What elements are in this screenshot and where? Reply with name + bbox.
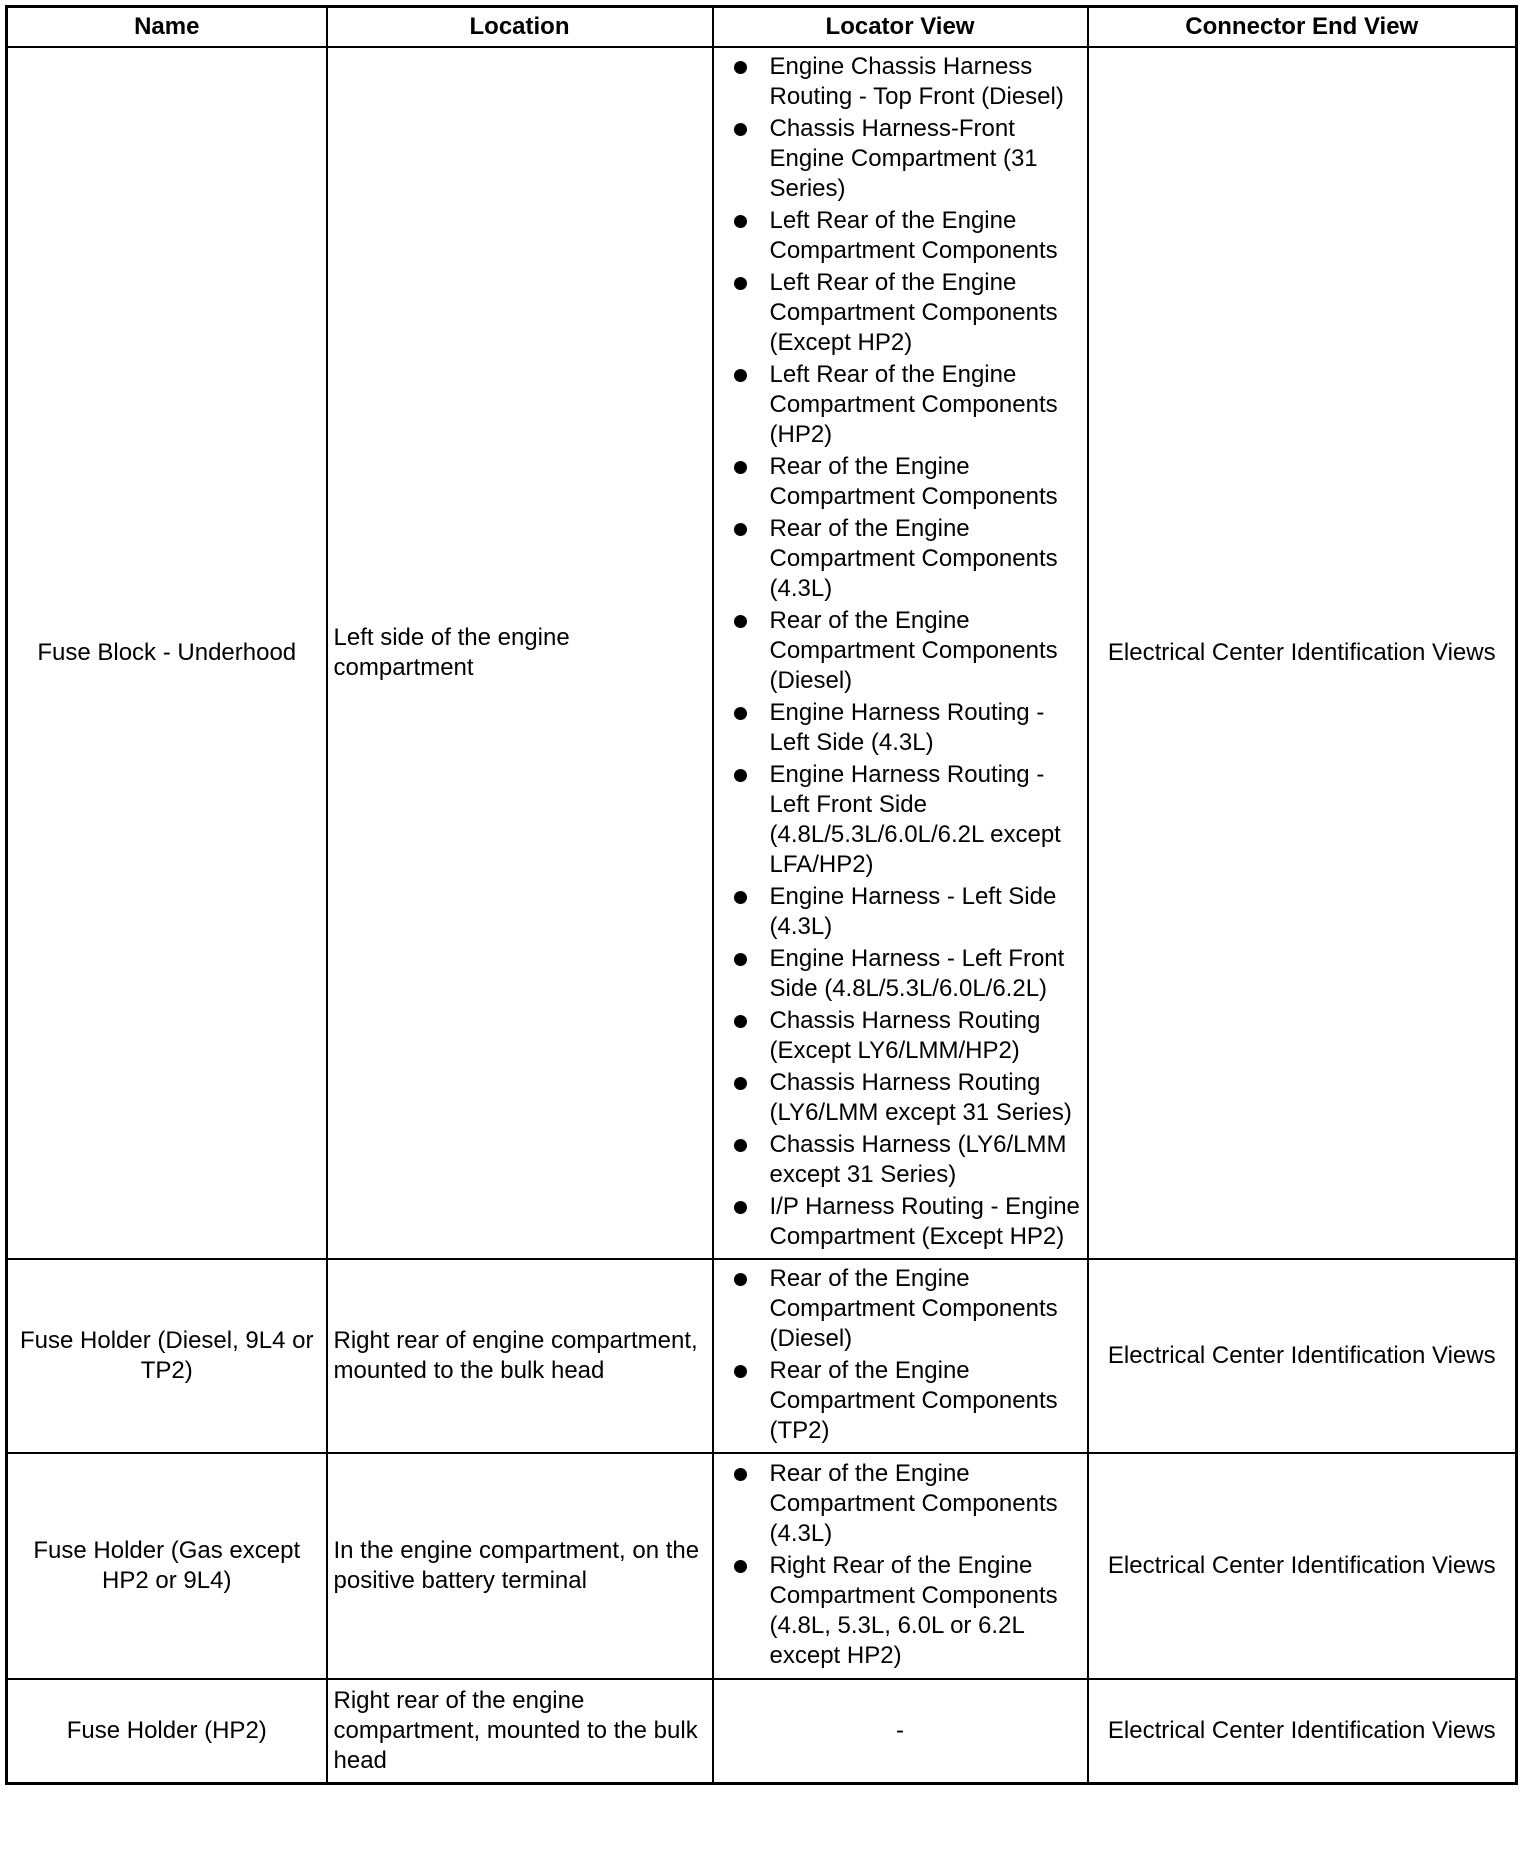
bullet-icon [734,461,747,474]
locator-view-link[interactable]: Chassis Harness Routing (Except LY6/LMM/HP2) [770,1006,1081,1066]
header-connector-end-view: Connector End View [1088,7,1517,48]
cell-connector-end-view[interactable]: Electrical Center Identification Views [1088,1679,1517,1783]
cell-locator-views [713,1453,1088,1679]
locator-view-list [720,1459,1081,1671]
cell-name: Fuse Holder (HP2) [7,1679,327,1783]
locator-view-link[interactable]: Engine Harness Routing - Left Front Side (4.8L/5.3L/6.0L/6.2L except LFA/HP2) [770,760,1081,880]
bullet-icon [734,707,747,720]
cell-location: In the engine compartment, on the positive battery terminal [327,1453,713,1679]
header-name: Name [7,7,327,48]
table-row [7,1679,1517,1783]
bullet-icon [734,215,747,228]
cell-location: Left side of the engine compartment [327,47,713,1259]
locator-view-link[interactable]: Rear of the Engine Compartment Components [770,452,1081,512]
table-row [7,1259,1517,1453]
component-locator-table [5,5,1518,1785]
cell-name: Fuse Holder (Diesel, 9L4 or TP2) [7,1259,327,1453]
bullet-icon [734,1077,747,1090]
bullet-icon [734,277,747,290]
fuse-table-container [5,5,1518,1785]
locator-view-link[interactable]: Rear of the Engine Compartment Components (4.3L) [770,1459,1081,1549]
locator-view-link[interactable]: Left Rear of the Engine Compartment Components (HP2) [770,360,1081,450]
bullet-icon [734,615,747,628]
header-row [7,7,1517,48]
bullet-icon [734,123,747,136]
cell-locator-views [713,1259,1088,1453]
locator-view-link[interactable]: Engine Harness - Left Side (4.3L) [770,882,1081,942]
bullet-icon [734,523,747,536]
bullet-icon [734,1468,747,1481]
locator-view-link[interactable]: Right Rear of the Engine Compartment Components (4.8L, 5.3L, 6.0L or 6.2L except HP2) [770,1551,1081,1671]
cell-location: Right rear of the engine compartment, mounted to the bulk head [327,1679,713,1783]
header-location: Location [327,7,713,48]
bullet-icon [734,1139,747,1152]
locator-view-link[interactable]: Rear of the Engine Compartment Components (TP2) [770,1356,1081,1446]
bullet-icon [734,1365,747,1378]
bullet-icon [734,891,747,904]
locator-view-link[interactable]: Engine Harness Routing - Left Side (4.3L) [770,698,1081,758]
locator-view-link[interactable]: Chassis Harness Routing (LY6/LMM except 31 Series) [770,1068,1081,1128]
table-row [7,1453,1517,1679]
locator-view-link[interactable]: Chassis Harness-Front Engine Compartment (31 Series) [770,114,1081,204]
header-locator-view: Locator View [713,7,1088,48]
table-row [7,47,1517,1259]
bullet-icon [734,1201,747,1214]
cell-name: Fuse Holder (Gas except HP2 or 9L4) [7,1453,327,1679]
bullet-icon [734,769,747,782]
locator-view-link[interactable]: Rear of the Engine Compartment Components (4.3L) [770,514,1081,604]
bullet-icon [734,61,747,74]
cell-locator-views: - [713,1679,1088,1783]
locator-view-link[interactable]: Rear of the Engine Compartment Components (Diesel) [770,606,1081,696]
locator-view-link[interactable]: Engine Chassis Harness Routing - Top Front (Diesel) [770,52,1081,112]
cell-locator-views [713,47,1088,1259]
bullet-icon [734,369,747,382]
cell-connector-end-view[interactable]: Electrical Center Identification Views [1088,1453,1517,1679]
cell-name: Fuse Block - Underhood [7,47,327,1259]
locator-view-link[interactable]: Left Rear of the Engine Compartment Components [770,206,1081,266]
bullet-icon [734,1273,747,1286]
cell-location: Right rear of engine compartment, mounted to the bulk head [327,1259,713,1453]
bullet-icon [734,1560,747,1573]
locator-view-link[interactable]: Left Rear of the Engine Compartment Components (Except HP2) [770,268,1081,358]
cell-connector-end-view[interactable]: Electrical Center Identification Views [1088,47,1517,1259]
locator-view-link[interactable]: Chassis Harness (LY6/LMM except 31 Series) [770,1130,1081,1190]
cell-connector-end-view[interactable]: Electrical Center Identification Views [1088,1259,1517,1453]
bullet-icon [734,1015,747,1028]
locator-view-list [720,52,1081,1252]
locator-view-link[interactable]: Engine Harness - Left Front Side (4.8L/5.3L/6.0L/6.2L) [770,944,1081,1004]
locator-view-link[interactable]: I/P Harness Routing - Engine Compartment (Except HP2) [770,1192,1081,1252]
locator-view-list [720,1264,1081,1446]
locator-view-link[interactable]: Rear of the Engine Compartment Components (Diesel) [770,1264,1081,1354]
bullet-icon [734,953,747,966]
